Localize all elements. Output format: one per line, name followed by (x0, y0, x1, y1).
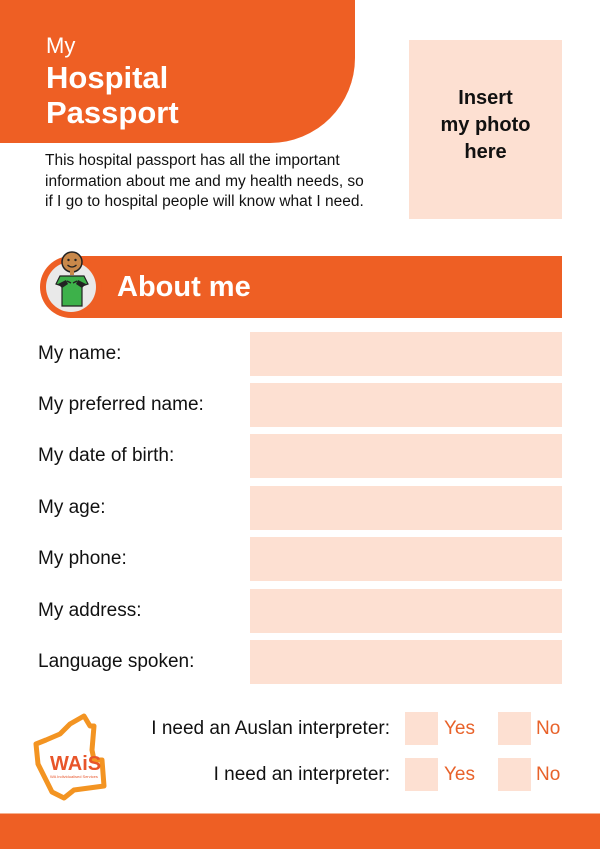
preferred-name-field[interactable] (250, 383, 562, 427)
date-of-birth-field[interactable] (250, 434, 562, 478)
field-row-date-of-birth (0, 434, 600, 478)
photo-text-line2: my photo (440, 114, 531, 136)
interpreter-yes-label: Yes (444, 764, 475, 785)
section-title: About me (117, 271, 251, 303)
auslan-yes-checkbox[interactable] (405, 712, 438, 745)
question-row-auslan (0, 712, 600, 746)
question-label-interpreter: I need an interpreter: (213, 764, 390, 785)
language-field[interactable] (250, 640, 562, 684)
person-pointing-self-icon (44, 248, 100, 312)
footer-bar (0, 813, 600, 849)
title-hospital: Hospital (46, 60, 169, 95)
phone-field[interactable] (250, 537, 562, 581)
field-row-address (0, 589, 600, 633)
field-row-age (0, 486, 600, 530)
field-label-phone: My phone: (38, 548, 127, 569)
interpreter-no-checkbox[interactable] (498, 758, 531, 791)
question-label-auslan: I need an Auslan interpreter: (151, 718, 390, 739)
auslan-yes-label: Yes (444, 718, 475, 739)
logo-subtext: WA Individualised Services (50, 774, 98, 779)
interpreter-no-label: No (536, 764, 561, 785)
photo-placeholder-text (441, 85, 531, 166)
intro-text: This hospital passport has all the important information about me and my health needs, so if I go to hospital people will know what I need. (45, 152, 364, 210)
page-title (46, 60, 179, 130)
address-field[interactable] (250, 589, 562, 633)
field-row-preferred-name (0, 383, 600, 427)
field-label-language: Language spoken: (38, 651, 195, 672)
title-passport: Passport (46, 95, 179, 130)
title-my: My (46, 33, 76, 58)
field-label-address: My address: (38, 600, 142, 621)
field-row-name (0, 332, 600, 376)
photo-placeholder[interactable] (409, 40, 562, 219)
field-label-age: My age: (38, 497, 106, 518)
field-label-date-of-birth: My date of birth: (38, 445, 175, 466)
field-row-language (0, 640, 600, 684)
auslan-no-checkbox[interactable] (498, 712, 531, 745)
interpreter-yes-checkbox[interactable] (405, 758, 438, 791)
auslan-no-label: No (536, 718, 561, 739)
logo-text: WAiS (50, 753, 102, 775)
photo-text-line1: Insert (458, 87, 513, 109)
question-row-interpreter (0, 758, 600, 792)
field-label-name: My name: (38, 343, 122, 364)
age-field[interactable] (250, 486, 562, 530)
photo-text-line3: here (464, 141, 507, 163)
name-field[interactable] (250, 332, 562, 376)
field-row-phone (0, 537, 600, 581)
field-label-preferred-name: My preferred name: (38, 394, 204, 415)
